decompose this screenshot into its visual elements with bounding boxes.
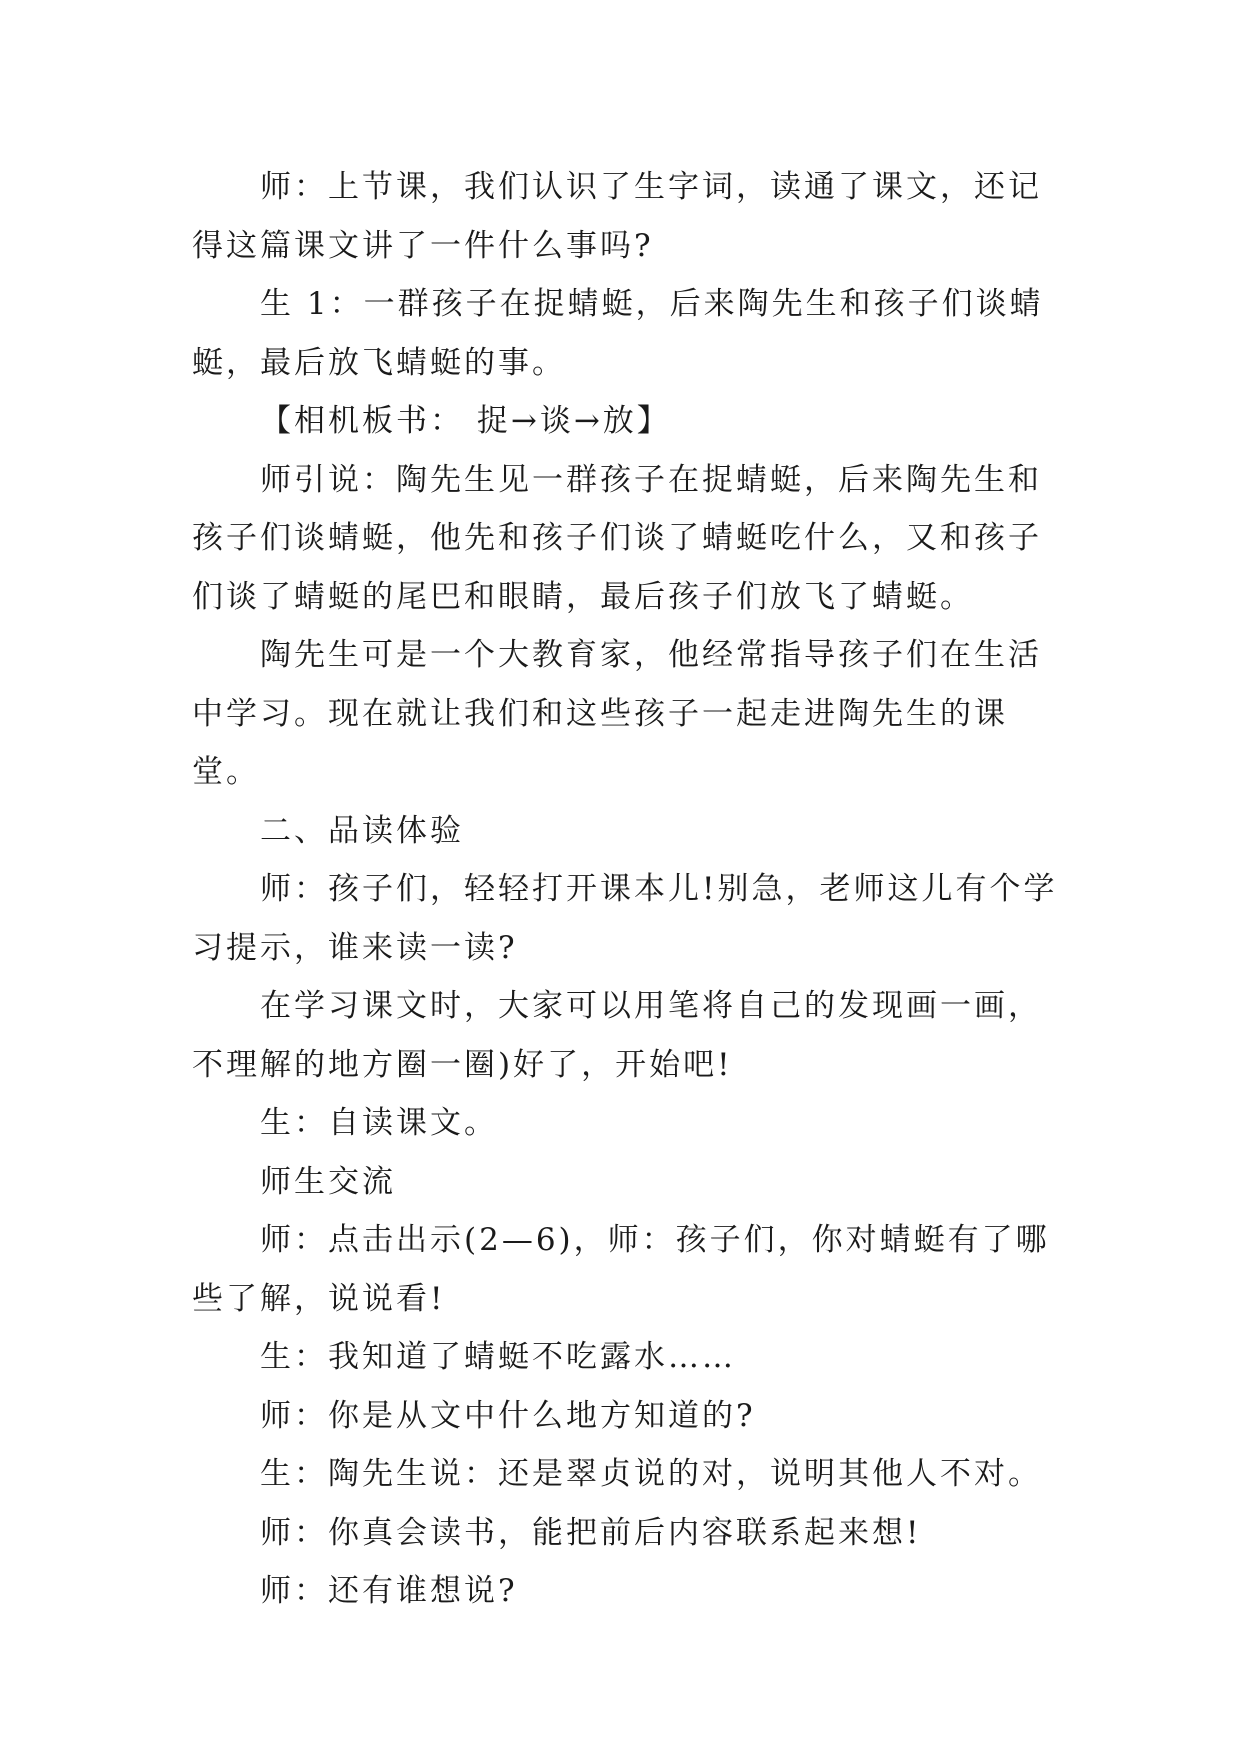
paragraph-show-section: 师：点击出示(2—6)，师：孩子们，你对蜻蜓有了哪些了解，说说看! <box>192 1222 1050 1317</box>
paragraph-exchange-heading: 师生交流 <box>260 1163 396 1200</box>
paragraph-teacher-praise: 师：你真会读书，能把前后内容联系起来想! <box>260 1514 922 1551</box>
paragraph-teacher-review-question: 师：上节课，我们认识了生字词，读通了课文，还记得这篇课文讲了一件什么事吗? <box>192 169 1042 264</box>
paragraph-teacher-guide: 师引说：陶先生见一群孩子在捉蜻蜓，后来陶先生和孩子们谈蜻蜓，他先和孩子们谈了蜻蜓吃什么，又和孩子们谈了蜻蜓的尾巴和眼睛，最后孩子们放飞了蜻蜓。 <box>192 461 1042 615</box>
paragraph-student-answer-dew: 生：我知道了蜻蜓不吃露水…… <box>260 1339 736 1375</box>
paragraph-open-textbook: 师：孩子们，轻轻打开课本儿!别急，老师这儿有个学习提示，谁来读一读? <box>192 871 1058 966</box>
section-heading-reading-experience: 二、品读体验 <box>260 812 464 849</box>
paragraph-self-reading: 生：自读课文。 <box>260 1105 498 1141</box>
paragraph-student-1-summary: 生 1：一群孩子在捉蜻蜓，后来陶先生和孩子们谈蜻蜓，最后放飞蜻蜓的事。 <box>192 286 1044 381</box>
paragraph-study-tip: 在学习课文时，大家可以用笔将自己的发现画一画，不理解的地方圈一圈)好了，开始吧! <box>192 988 1042 1083</box>
document-body <box>192 158 1072 1621</box>
paragraph-teacher-who-else: 师：还有谁想说? <box>260 1573 518 1609</box>
paragraph-student-cuizhen: 生：陶先生说：还是翠贞说的对，说明其他人不对。 <box>260 1456 1042 1492</box>
paragraph-board-note: 【相机板书： 捉→谈→放】 <box>260 403 671 439</box>
paragraph-tao-introduction: 陶先生可是一个大教育家，他经常指导孩子们在生活中学习。现在就让我们和这些孩子一起走进陶先生的课堂。 <box>192 637 1042 790</box>
paragraph-teacher-ask-source: 师：你是从文中什么地方知道的? <box>260 1397 756 1434</box>
